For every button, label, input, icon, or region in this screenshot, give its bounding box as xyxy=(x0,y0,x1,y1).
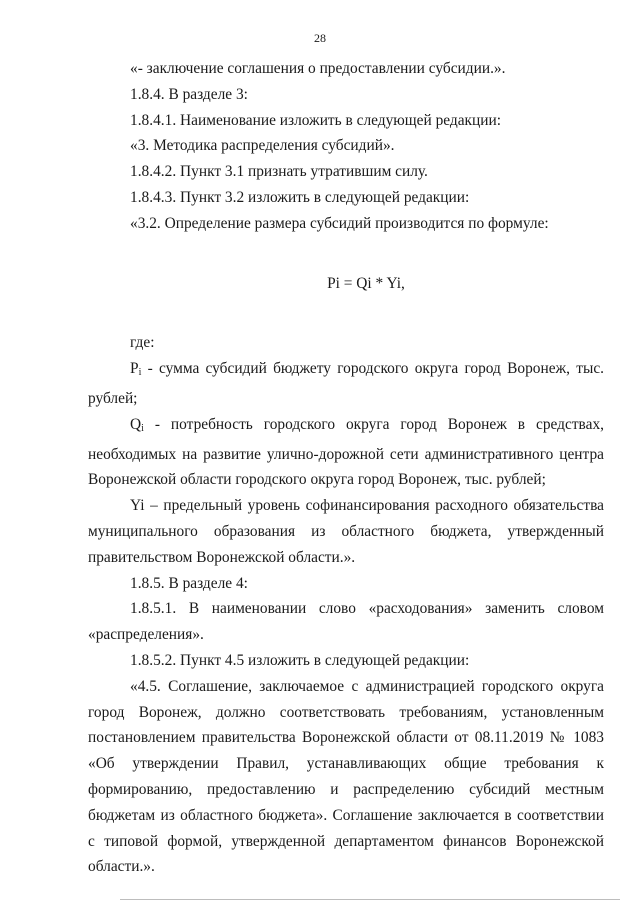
definition-p-subscript: i xyxy=(138,367,142,379)
page-number: 28 xyxy=(314,31,326,45)
paragraph-agreement-clause: «- заключение соглашения о предоставлении субсидии.». xyxy=(130,60,506,77)
paragraph-1-8-4-1: 1.8.4.1. Наименование изложить в следующей редакции: xyxy=(130,111,502,129)
definition-p xyxy=(88,356,604,412)
scan-edge-line xyxy=(120,899,620,900)
paragraph-1-8-5: 1.8.5. В разделе 4: xyxy=(130,574,248,592)
paragraph-1-8-5-1: 1.8.5.1. В наименовании слово «расходования» заменить словом «распределения». xyxy=(88,600,604,644)
paragraph-1-8-4: 1.8.4. В разделе 3: xyxy=(130,85,248,103)
paragraph-1-8-4-3: 1.8.4.3. Пункт 3.2 изложить в следующей редакции: xyxy=(130,188,470,206)
definition-q-symbol: Q xyxy=(130,415,142,433)
document-body xyxy=(88,56,604,880)
definition-q xyxy=(88,412,604,493)
paragraph-3-2-intro: «3.2. Определение размера субсидий производится по формуле: xyxy=(130,214,549,232)
definition-q-subscript: i xyxy=(141,422,144,434)
definition-y: Yi – предельный уровень софинансирования расходного обязательства муниципального образования из областного бюджета, утвержденный правительством Воронежской области.». xyxy=(88,497,604,566)
paragraph-4-5: «4.5. Соглашение, заключаемое с администрацией городского округа город Воронеж, должно соответствовать требованиям, установленным постановлением правительства Воронежской области от 08.11.2019 № 1083 «Об утверждении Правил, устанавливающих общие требования к формированию, предоставлению и распределению субсидий местным бюджетам из областного бюджета». Соглашение заключается в соответствии с типовой формой, утвержденной департаментом финансов Воронежской области.». xyxy=(88,677,604,876)
paragraph-section-3-title: «3. Методика распределения субсидий». xyxy=(130,137,395,155)
definition-p-symbol: P xyxy=(130,360,139,378)
formula: Pi = Qi * Yi, xyxy=(327,274,405,292)
where-label: где: xyxy=(130,334,155,352)
paragraph-1-8-4-2: 1.8.4.2. Пункт 3.1 признать утратившим силу. xyxy=(130,163,428,181)
definition-q-text: - потребность городского округа город Воронеж в средствах, необходимых на развитие улично-дорожной сети административного центра Воронежской области городского округа город Воронеж, тыс. рублей; xyxy=(88,415,604,489)
paragraph-1-8-5-2: 1.8.5.2. Пункт 4.5 изложить в следующей редакции: xyxy=(130,651,470,669)
definition-p-text: - сумма субсидий бюджету городского округа город Воронеж, тыс. рублей; xyxy=(88,360,604,407)
